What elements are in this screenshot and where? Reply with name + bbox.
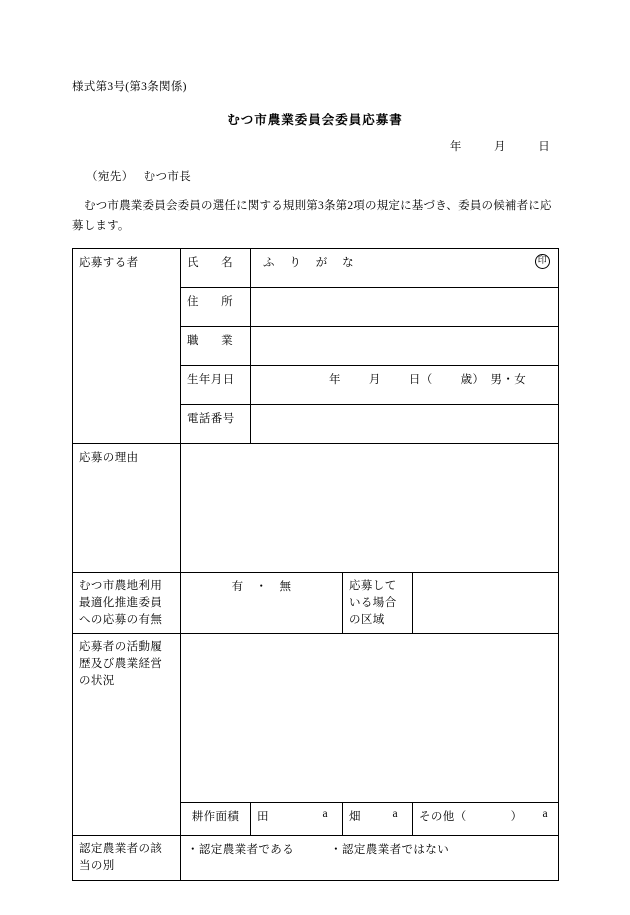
birthdate-value-cell[interactable] [251, 366, 559, 405]
certified-farmer-options-cell[interactable] [181, 836, 559, 881]
option-separator: ・ [255, 581, 268, 594]
date-year: 年 [449, 141, 462, 153]
addressee-label: （宛先） [86, 171, 134, 183]
birth-gender: 男・女 [490, 374, 527, 387]
option-no[interactable]: 無 [279, 581, 292, 594]
area-field-label: 畑 [349, 811, 361, 824]
table-row [73, 573, 559, 634]
optimization-label-cell: むつ市農地利用最適化推進委員への応募の有無 [73, 573, 181, 634]
area-other-label: その他（ [419, 811, 467, 824]
applying-area-label-cell: 応募している場合の区域 [343, 573, 413, 634]
date-month: 月 [494, 141, 506, 153]
name-label-cell: 氏 名 [181, 249, 251, 288]
occupation-label-cell: 職 業 [181, 327, 251, 366]
name-value-cell[interactable] [251, 249, 559, 288]
optimization-options-cell[interactable] [181, 573, 343, 634]
table-row [73, 444, 559, 573]
certified-yes[interactable]: ・認定農業者である [187, 844, 295, 857]
address-label-cell: 住 所 [181, 288, 251, 327]
birth-month: 月 [368, 374, 381, 387]
certified-no[interactable]: ・認定農業者ではない [330, 844, 450, 857]
area-field-unit: a [392, 808, 398, 821]
birth-day: 日（ [408, 374, 433, 387]
phone-label-cell: 電話番号 [181, 405, 251, 444]
body-text: むつ市農業委員会委員の選任に関する規則第3条第2項の規定に基づき、委員の候補者に応募します。 [72, 200, 552, 233]
area-other-unit: a [542, 808, 548, 821]
seal-icon: 印 [535, 254, 550, 269]
table-row [73, 249, 559, 288]
area-paddy-unit: a [322, 808, 328, 821]
table-row [73, 836, 559, 881]
area-field-cell[interactable] [343, 803, 413, 836]
birthdate-label-cell: 生年月日 [181, 366, 251, 405]
history-label-cell: 応募者の活動履歴及び農業経営の状況 [73, 634, 181, 836]
address-value-cell[interactable] [251, 288, 559, 327]
reason-value-cell[interactable] [181, 444, 559, 573]
birth-year: 年 [329, 374, 341, 387]
birth-age: 歳） [460, 374, 485, 387]
date-line [72, 138, 550, 154]
cultivated-area-label-cell: 耕作面積 [181, 803, 251, 836]
table-row [73, 634, 559, 803]
name-furigana: ふ り が な [263, 257, 360, 270]
certified-farmer-label-cell: 認定農業者の該当の別 [73, 836, 181, 881]
phone-value-cell[interactable] [251, 405, 559, 444]
area-paddy-label: 田 [257, 811, 269, 824]
application-table [72, 248, 559, 881]
form-number: 様式第3号(第3条関係) [72, 81, 187, 93]
history-value-cell[interactable] [181, 634, 559, 803]
applicant-label-cell: 応募する者 [73, 249, 181, 444]
date-day: 日 [538, 141, 550, 153]
area-paddy-cell[interactable] [251, 803, 343, 836]
option-yes[interactable]: 有 [231, 581, 244, 594]
reason-label-cell: 応募の理由 [73, 444, 181, 573]
applying-area-value-cell[interactable] [413, 573, 559, 634]
addressee-name: むつ市長 [143, 171, 192, 183]
addressee [86, 168, 558, 184]
occupation-value-cell[interactable] [251, 327, 559, 366]
area-other-paren-close: ） [510, 811, 523, 824]
area-other-cell[interactable] [413, 803, 559, 836]
page-title: むつ市農業委員会委員応募書 [227, 113, 403, 127]
